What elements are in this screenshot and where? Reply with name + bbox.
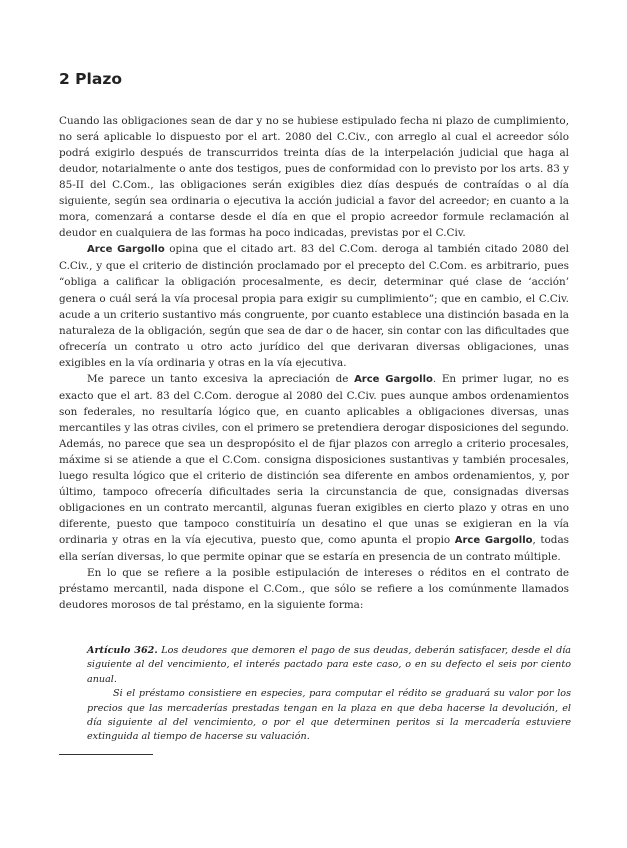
article-quote: [87, 644, 571, 745]
paragraph-3-end: , todas ella serían diversas, lo que permite opinar que se estaría en presencia de un contrato múltiple.: [59, 534, 569, 564]
paragraph-3: [59, 371, 569, 566]
paragraph-2-text: opina que el citado art. 83 del C.Com. deroga al también citado 2080 del C.Civ., y que el criterio de distinción proclamado por el precepto del C.Com. es arbitrario, pues “obliga a calificar la obligación procesalmente, es decir, determinar qué clase de ‘acción’ genera o cuál será la vía procesal propia para exigir su cumplimiento”; que en cambio, el C.Civ. acude a un criterio sustantivo más congruente, por cuanto establece una distinción basada en la naturaleza de la obligación, según que sea de dar o de hacer, sin contar con las dificultades que ofrecería un contrato u otro acto jurídico del que derivaran diversas obligaciones, unas exigibles en la vía ordinaria y otras en la vía ejecutiva.: [59, 243, 569, 369]
paragraph-2: [59, 241, 569, 370]
paragraph-4: En lo que se refiere a la posible estipulación de intereses o réditos en el contrato de préstamo mercantil, nada dispone el C.Com., que sólo se refiere a los comúnmente llamados deudores morosos de tal préstamo, en la siguiente forma:: [59, 567, 569, 612]
article-362: [87, 644, 571, 687]
footnote-divider: [59, 754, 153, 755]
paragraph-3-start: Me parece un tanto excesiva la apreciación de: [87, 372, 355, 385]
author-name: Arce Gargollo: [454, 535, 533, 547]
body-text: [59, 113, 569, 613]
paragraph-3-mid: . En primer lugar, no es exacto que el art. 83 del C.Com. derogue al 2080 del C.Civ. pues aunque ambos ordenamientos son federales, no resultaría lógico que, en cuanto aplicables a obligaciones diversas, unas mercantiles y las otras civiles, con el primero se pretendiera derogar disposiciones del segundo. Además, no parece que sea un despropósito el de fijar plazos con arreglo a criterio procesales, máxime si se atiende a que el C.Com. consigna disposiciones sustantivas y también procesales, luego resulta lógico que el criterio de distinción sea diferente en ambos ordenamientos, y, por último, tampoco ofrecería dificultades seria la circunstancia de que, consignadas diversas obligaciones en un contrato mercantil, algunas fueran exigibles en cierto plazo y otras en uno diferente, puesto que tampoco constituiría un desatino el que unas se exigieran en la vía ordinaria y otras en la vía ejecutiva, puesto que, como apunta el propio: [59, 372, 569, 547]
paragraph-1: Cuando las obligaciones sean de dar y no se hubiese estipulado fecha ni plazo de cumplimiento, no será aplicable lo dispuesto por el art. 2080 del C.Civ., con arreglo al cual el acreedor sólo podrá exigirlo después de transcurridos treinta días de la interpelación judicial que haga al deudor, notarialmente o ante dos testigos, pues de conformidad con lo previsto por los arts. 83 y 85-II del C.Com., las obligaciones serán exigibles diez días después de contraídas o al día siguiente, según sea ordinaria o ejecutiva la acción judicial a favor del acreedor; en cuanto a la mora, comenzará a contarse desde el día en que el propio acreedor formule reclamación al deudor en cualquiera de las formas ha poco indicadas, previstas por el C.Civ.: [59, 115, 569, 240]
section-title: 2 Plazo: [59, 70, 122, 88]
author-name: Arce Gargollo: [87, 244, 165, 256]
article-362-second-paragraph: Si el préstamo consistiere en especies, para computar el rédito se graduará su valor por los precios que las mercaderías prestadas tengan en la plaza en que deba hacerse la devolución, el día siguiente al del vencimiento, o por el que determinen peritos si la mercadería estuviere extinguida al tiempo de hacerse su valuación.: [87, 688, 571, 743]
author-name: Arce Gargollo: [354, 373, 433, 385]
article-label: Artículo 362.: [87, 645, 158, 656]
article-text: Los deudores que demoren el pago de sus deudas, deberán satisfacer, desde el día siguiente al del vencimiento, el interés pactado para este caso, o en su defecto el seis por ciento anual.: [87, 645, 571, 685]
